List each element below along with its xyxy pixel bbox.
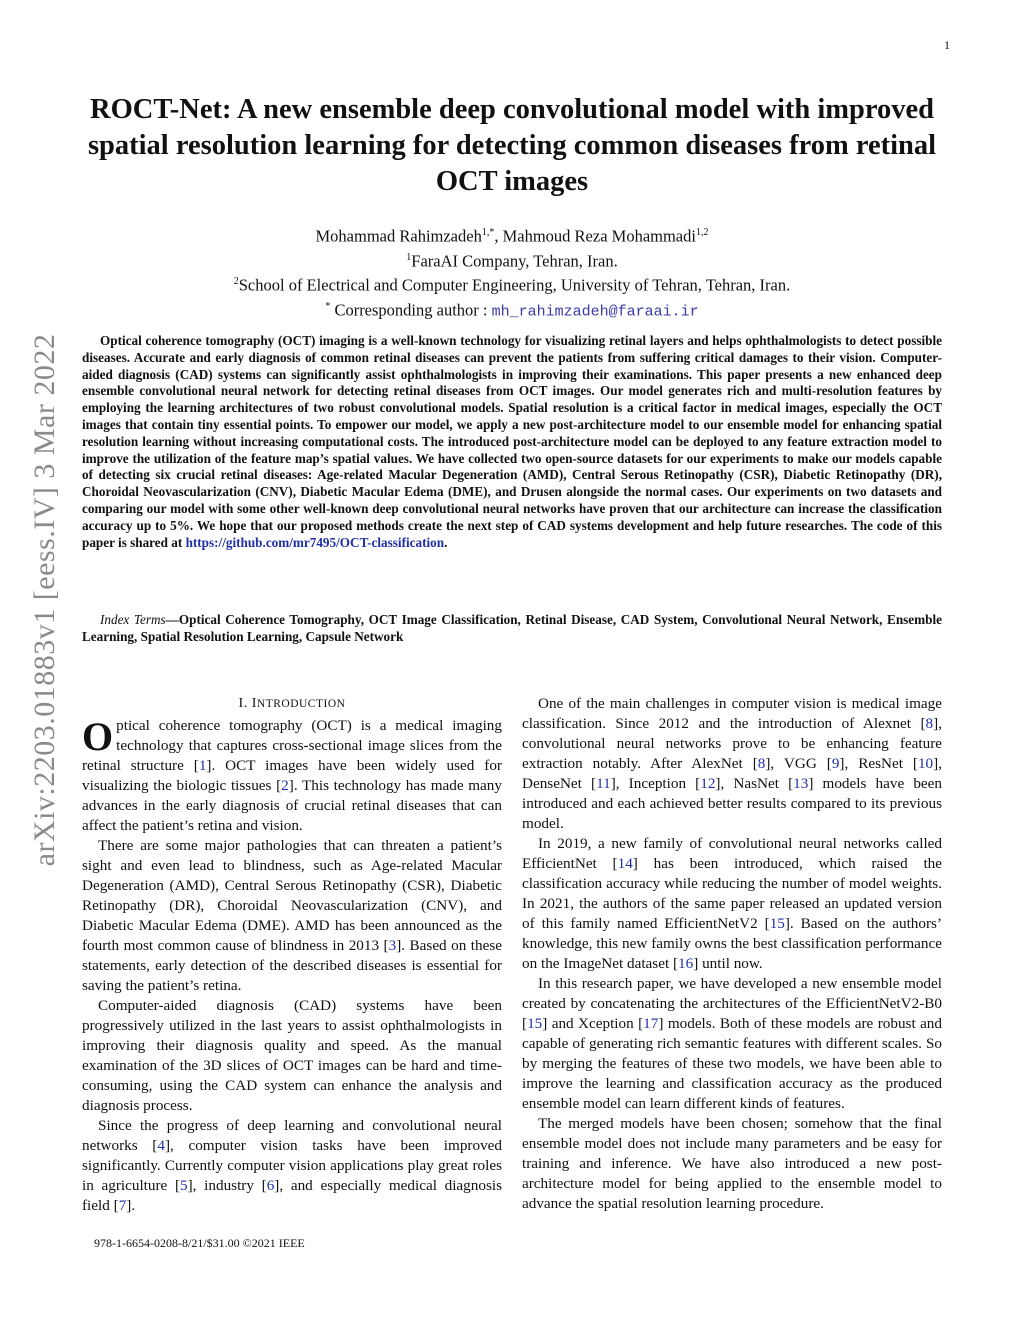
author-1: Mohammad Rahimzadeh <box>315 226 482 246</box>
citation[interactable]: 5 <box>180 1177 188 1194</box>
affiliation-1 <box>82 247 942 272</box>
intro-paragraph-3: Computer-aided diagnosis (CAD) systems have been progressively utilized in the last years to assist ophthalmologists in improving their diagnosis quality and speed. As the manual examination of the 3D slices of OCT images can be hard and time-consuming, using the CAD system can enhance the analysis and diagnosis process. <box>82 997 502 1114</box>
affiliation-1-text: FaraAI Company, Tehran, Iran. <box>411 251 618 270</box>
arxiv-watermark: arXiv:2203.01883v1 [eess.IV] 3 Mar 2022 <box>28 333 61 867</box>
citation[interactable]: 12 <box>700 775 716 792</box>
corresponding-marker: * <box>325 300 331 312</box>
corresponding-email[interactable]: mh_rahimzadeh@faraai.ir <box>491 303 699 320</box>
corresponding-label: Corresponding author : <box>330 300 492 319</box>
author-line <box>82 222 942 247</box>
intro-paragraph-8: The merged models have been chosen; somehow that the final ensemble model does not include many parameters and be easy for training and inference. We have also introduced a new post-architecture model for being applied to the ensemble model to advance the spatial resolution learning procedure. <box>522 1115 942 1212</box>
index-terms-dash: — <box>165 612 179 627</box>
paper-title: ROCT-Net: A new ensemble deep convolutional model with improved spatial resolution learning for detecting common diseases from retinal OCT images <box>87 94 937 197</box>
author-2-affiliation: 1,2 <box>695 227 709 238</box>
citation[interactable]: 6 <box>266 1177 275 1194</box>
affiliation-2-marker: 2 <box>233 276 239 287</box>
drop-cap: O <box>82 714 114 759</box>
index-terms-text: Optical Coherence Tomography, OCT Image Classification, Retinal Disease, CAD System, Convolutional Neural Network, Ensemble Learning, Spatial Resolution Learning, Capsule Network <box>82 612 942 644</box>
citation[interactable]: 3 <box>388 937 397 954</box>
corresponding-author <box>82 296 942 323</box>
author-block <box>82 222 942 322</box>
citation[interactable]: 16 <box>678 955 694 972</box>
index-terms-label: Index Terms <box>100 612 166 627</box>
abstract <box>82 333 942 551</box>
citation[interactable]: 8 <box>925 715 934 732</box>
code-link[interactable]: https://github.com/mr7495/OCT-classification <box>185 534 445 550</box>
affiliation-2 <box>82 271 942 296</box>
citation[interactable]: 11 <box>596 775 611 792</box>
citation[interactable]: 15 <box>769 915 785 932</box>
citation[interactable]: 14 <box>617 855 633 872</box>
intro-paragraph-2: There are some major pathologies that can threaten a patient’s sight and even lead to blindness, such as Age-related Macular Degeneration (AMD), Central Serous Retinopathy (CSR), Diabetic Retinopathy (DR), Choroidal Neovascularization (CNV), and Diabetic Macular Edema (DME). AMD has been announced as the fourth most common cause of blindness in 2013 [3]. Based on these statements, early detection of the described diseases is essential for saving the patient’s retina. <box>82 837 502 994</box>
intro-paragraph-6: In 2019, a new family of convolutional neural networks called EfficientNet [14] has been introduced, which raised the classification accuracy while reducing the number of model weights. In 2021, the authors of the same paper released an updated version of this family named EfficientNetV2 [15]. Based on the authors’ knowledge, this new family owns the best classification performance on the ImageNet dataset [16] until now. <box>522 835 943 972</box>
intro-paragraph-5: One of the main challenges in computer vision is medical image classification. Since 2012 and the introduction of Alexnet [8], convolutional neural networks prove to be enhancing feature extraction notably. After AlexNet [8], VGG [9], ResNet [10], DenseNet [11], Inception [12], NasNet [13] models have been introduced and each achieved better results compared to its previous model. <box>522 695 942 832</box>
citation[interactable]: 10 <box>917 755 934 772</box>
citation[interactable]: 4 <box>157 1137 165 1154</box>
section-heading <box>82 694 502 714</box>
citation[interactable]: 1 <box>198 757 207 774</box>
page-number: 1 <box>944 38 950 52</box>
index-terms <box>82 612 942 646</box>
citation[interactable]: 15 <box>527 1015 543 1032</box>
citation[interactable]: 8 <box>757 755 766 772</box>
citation[interactable]: 7 <box>118 1197 127 1214</box>
citation[interactable]: 13 <box>793 775 809 792</box>
right-column <box>522 694 942 1214</box>
copyright-footer: 978-1-6654-0208-8/21/$31.00 ©2021 IEEE <box>94 1236 305 1250</box>
affiliation-1-marker: 1 <box>406 251 412 263</box>
section-title-rest: NTRODUCTION <box>256 698 346 710</box>
citation[interactable]: 17 <box>643 1015 659 1032</box>
citation[interactable]: 2 <box>281 777 289 794</box>
section-numeral: I. <box>238 696 248 711</box>
author-2: , Mahmoud Reza Mohammadi <box>494 226 696 246</box>
affiliation-2-text: School of Electrical and Computer Engineering, University of Tehran, Tehran, Iran. <box>238 275 791 295</box>
intro-paragraph-1: Optical coherence tomography (OCT) is a medical imaging technology that captures cross-sectional image slices from the retinal structure [1]. OCT images have been widely used for visualizing the biologic tissues [2]. This technology has made many advances in the early diagnosis of crucial retinal diseases that can affect the patient’s retina and vision. <box>82 714 502 834</box>
intro-paragraph-4: Since the progress of deep learning and convolutional neural networks [4], computer vision tasks have been improved significantly. Currently computer vision applications play great roles in agriculture [5], industry [6], and especially medical diagnosis field [7]. <box>82 1117 502 1214</box>
abstract-text: Optical coherence tomography (OCT) imaging is a well-known technology for visualizing retinal layers and helps ophthalmologists to detect possible diseases. Accurate and early diagnosis of common retinal diseases can prevent the patients from suffering critical damages to their vision. Computer-aided diagnosis (CAD) systems can significantly assist ophthalmologists in improving their examinations. This paper presents a new enhanced deep ensemble convolutional neural network for detecting retinal diseases from OCT images. Our model generates rich and multi-resolution features by employing the learning architectures of two robust convolutional models. Spatial resolution is a critical factor in medical images, especially the OCT images that contain tiny essential points. To empower our model, we apply a new post-architecture model to our ensemble model for enhancing spatial resolution learning without increasing computational costs. The introduced post-architecture model can be deployed to any feature extraction model to improve the utilization of the feature map’s spatial values. We have collected two open-source datasets for our experiments to make our models capable of detecting six crucial retinal diseases: Age-related Macular Degeneration (AMD), Central Serous Retinopathy (CSR), Diabetic Retinopathy (DR), Choroidal Neovascularization (CNV), Diabetic Macular Edema (DME), and Drusen alongside the normal cases. Our experiments on two datasets and comparing our model with some other well-known deep convolutional neural networks have proven that our architecture can increase the classification accuracy up to 5%. We hope that our proposed methods create the next step of CAD systems development and help future researches. The code of this paper is shared at <box>82 333 942 550</box>
abstract-end: . <box>444 534 448 550</box>
left-column <box>82 694 502 1216</box>
author-1-affiliation: 1,* <box>481 227 495 238</box>
intro-paragraph-7: In this research paper, we have developed a new ensemble model created by concatenating the architectures of the EfficientNetV2-B0 [15] and Xception [17] models. Both of these models are robust and capable of generating rich semantic features with different scales. So by merging the features of these two models, we have been able to improve the learning and classification accuracy as the produced ensemble model can learn different kinds of features. <box>522 975 942 1112</box>
section-title-first: I <box>251 696 257 711</box>
citation[interactable]: 9 <box>831 755 840 772</box>
